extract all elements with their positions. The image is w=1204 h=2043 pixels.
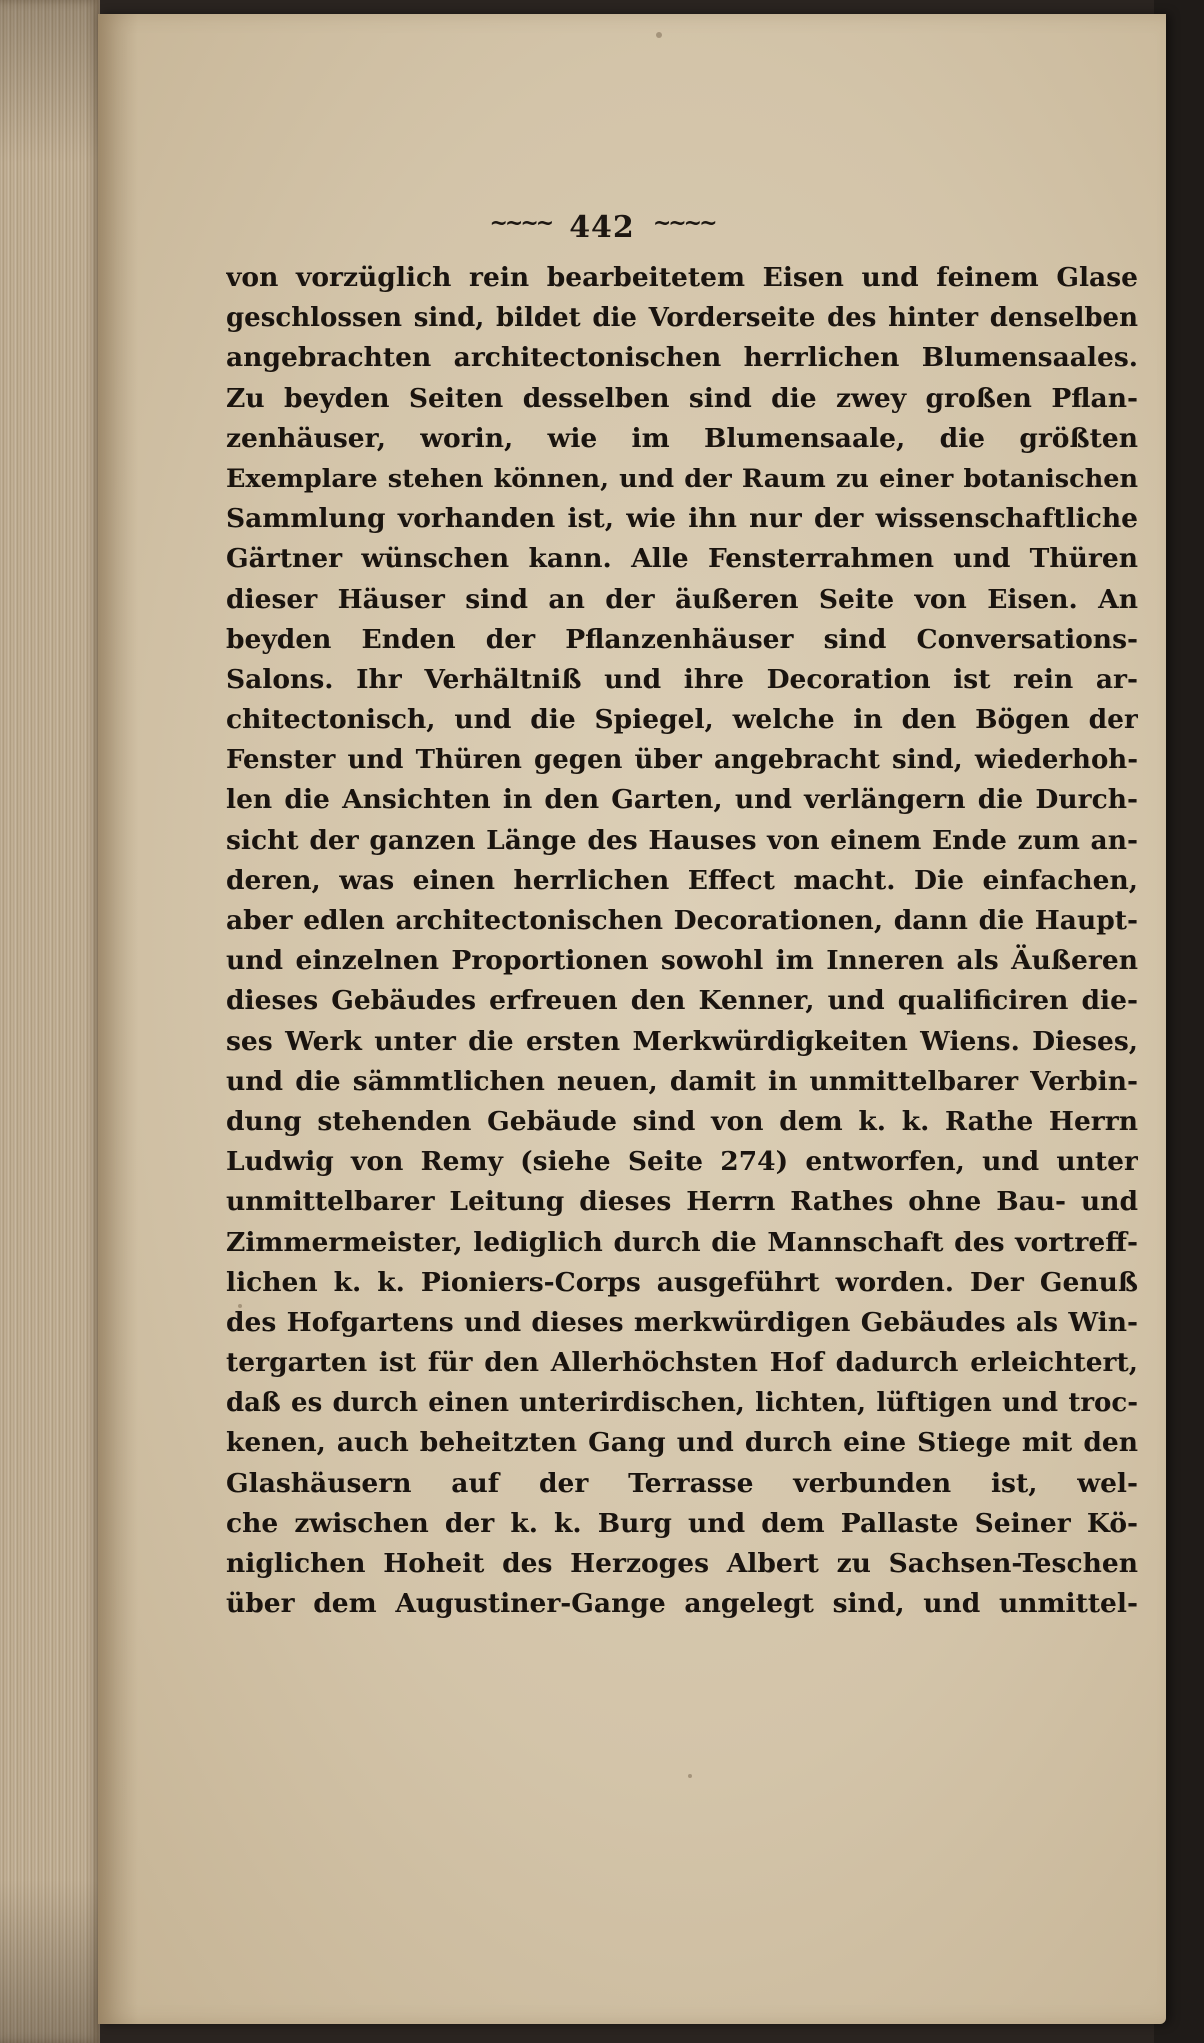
text-line: Zu beyden Seiten desselben sind die zwey großen Pflan-: [226, 382, 1138, 414]
text-line: über dem Augustiner-Gange angelegt sind, und unmittel-: [226, 1588, 1138, 1620]
paper-spot: [688, 1774, 692, 1778]
text-line: Zimmermeister, lediglich durch die Mannschaft des vortreff-: [226, 1226, 1138, 1258]
text-line: geschlossen sind, bildet die Vorderseite des hinter denselben: [226, 303, 1138, 334]
book-page-edges: [0, 0, 100, 2043]
text-line: chitectonisch, und die Spiegel, welche in den Bögen der: [226, 704, 1138, 736]
text-line: ses Werk unter die ersten Merkwürdigkeiten Wiens. Dieses,: [226, 1025, 1138, 1057]
text-line: Fenster und Thüren gegen über angebracht sind, wiederhoh-: [226, 745, 1138, 776]
text-line: Glashäusern auf der Terrasse verbunden ist, wel-: [226, 1467, 1138, 1499]
text-line: unmittelbarer Leitung dieses Herrn Rathes ohne Bau- und: [226, 1186, 1138, 1218]
text-line: tergarten ist für den Allerhöchsten Hof dadurch erleichtert,: [226, 1347, 1138, 1379]
text-line: angebrachten architectonischen herrlichen Blumensaales.: [226, 342, 1138, 374]
text-line: und die sämmtlichen neuen, damit in unmittelbarer Verbin-: [226, 1065, 1138, 1097]
text-line: und einzelnen Proportionen sowohl im Inneren als Äußeren: [226, 945, 1138, 977]
text-line: von vorzüglich rein bearbeitetem Eisen und feinem Glase: [226, 262, 1138, 293]
text-line: daß es durch einen unterirdischen, lichten, lüftigen und troc-: [226, 1388, 1138, 1419]
text-line: dieses Gebäudes erfreuen den Kenner, und qualificiren die-: [226, 985, 1138, 1017]
text-line: Ludwig von Remy (siehe Seite 274) entworfen, und unter: [226, 1146, 1138, 1178]
text-line: dieser Häuser sind an der äußeren Seite von Eisen. An: [226, 583, 1138, 615]
header-ornament-right: ~~~~: [652, 210, 715, 236]
text-line: deren, was einen herrlichen Effect macht. Die einfachen,: [226, 864, 1138, 896]
text-line: Gärtner wünschen kann. Alle Fensterrahmen und Thüren: [226, 543, 1138, 575]
page-number: 442: [569, 210, 635, 245]
text-line: sicht der ganzen Länge des Hauses von einem Ende zum an-: [226, 824, 1138, 856]
text-line: lichen k. k. Pioniers-Corps ausgeführt worden. Der Genuß: [226, 1266, 1138, 1298]
text-line: des Hofgartens und dieses merkwürdigen Gebäudes als Win-: [226, 1306, 1138, 1338]
text-line: beyden Enden der Pflanzenhäuser sind Conversations-: [226, 623, 1138, 655]
text-line: zenhäuser, worin, wie im Blumensaale, die größten: [226, 422, 1138, 454]
text-line: che zwischen der k. k. Burg und dem Pallaste Seiner Kö-: [226, 1507, 1138, 1539]
text-line: len die Ansichten in den Garten, und verlängern die Durch-: [226, 784, 1138, 816]
text-line: niglichen Hoheit des Herzoges Albert zu Sachsen-Teschen: [226, 1548, 1138, 1579]
text-line: Sammlung vorhanden ist, wie ihn nur der wissenschaftliche: [226, 503, 1138, 535]
page-header: [0, 210, 1204, 245]
text-line: Salons. Ihr Verhältniß und ihre Decoration ist rein ar-: [226, 663, 1138, 695]
header-ornament-left: ~~~~: [489, 210, 552, 236]
paper-spot: [656, 32, 662, 38]
text-line: dung stehenden Gebäude sind von dem k. k. Rathe Herrn: [226, 1105, 1138, 1137]
text-line: aber edlen architectonischen Decorationen, dann die Haupt-: [226, 905, 1138, 936]
text-line: kenen, auch beheitzten Gang und durch eine Stiege mit den: [226, 1427, 1138, 1459]
body-text: [226, 258, 1146, 1624]
text-line: Exemplare stehen können, und der Raum zu einer botanischen: [226, 463, 1138, 494]
